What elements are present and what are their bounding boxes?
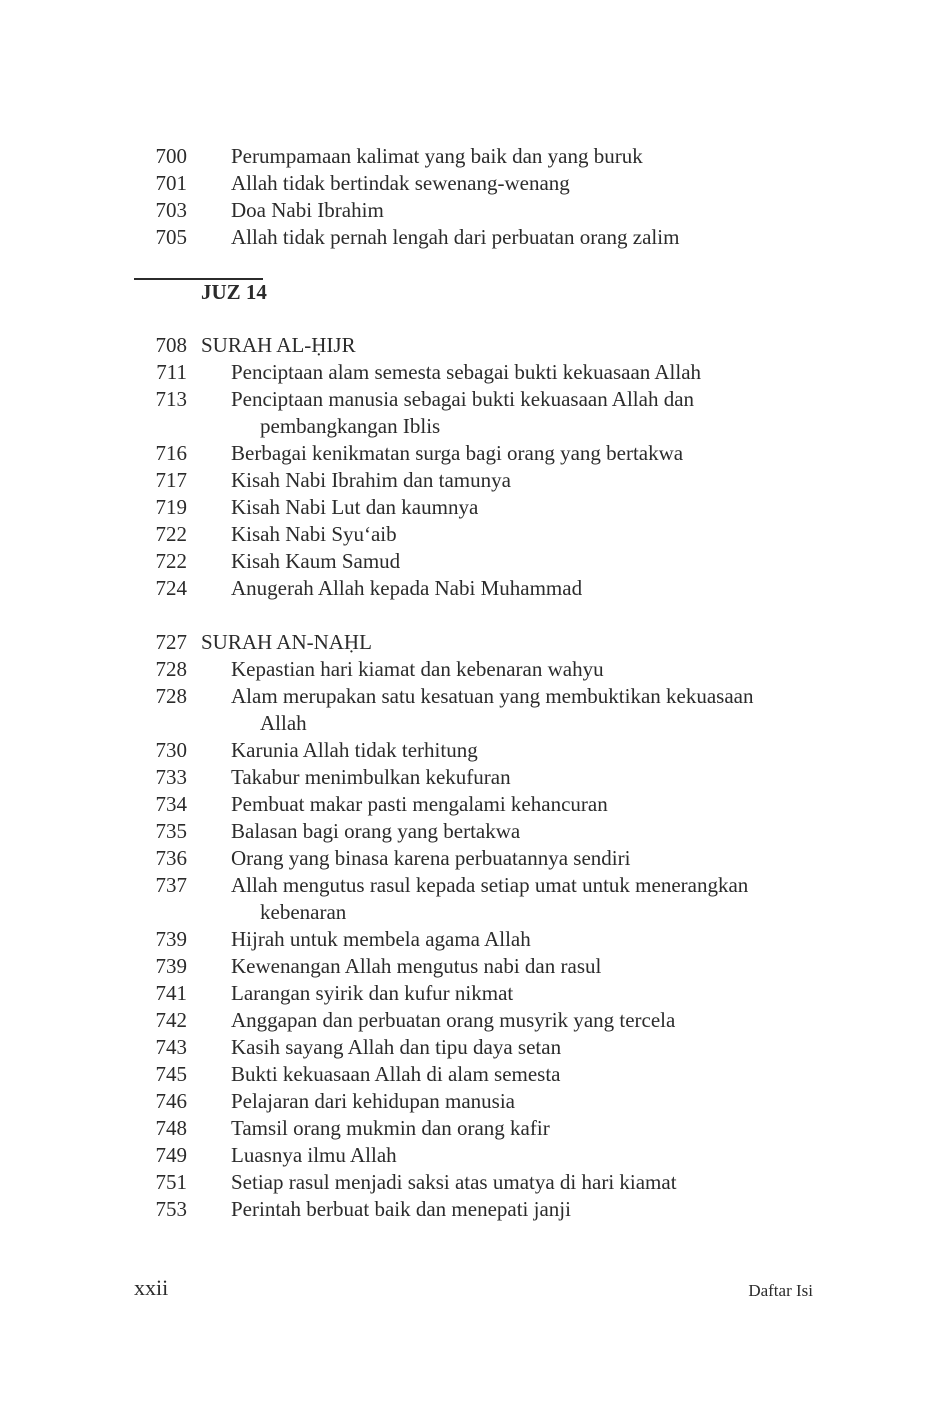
toc-entry-title: Penciptaan alam semesta sebagai bukti kekuasaan Allah bbox=[231, 360, 702, 384]
toc-entry-title: Allah tidak pernah lengah dari perbuatan orang zalim bbox=[231, 225, 680, 249]
toc-entry-title: Perintah berbuat baik dan menepati janji bbox=[231, 1197, 571, 1221]
toc-surah-sections bbox=[0, 332, 946, 1223]
toc-entry-title: Anugerah Allah kepada Nabi Muhammad bbox=[231, 576, 583, 600]
toc-entry-title: Berbagai kenikmatan surga bagi orang yang bertakwa bbox=[231, 441, 684, 465]
toc-entry-continuation bbox=[0, 710, 946, 737]
toc-page-number: 742 bbox=[155, 1008, 187, 1032]
toc-entry-title: Bukti kekuasaan Allah di alam semesta bbox=[231, 1062, 561, 1086]
toc-entry-title: Kewenangan Allah mengutus nabi dan rasul bbox=[231, 954, 602, 978]
toc-entry-title: Pembuat makar pasti mengalami kehancuran bbox=[231, 792, 608, 816]
toc-entry-title: Pelajaran dari kehidupan manusia bbox=[231, 1089, 515, 1113]
toc-page-number: 749 bbox=[155, 1143, 187, 1167]
toc-entry-title: Takabur menimbulkan kekufuran bbox=[231, 765, 511, 789]
toc-entry-title: Hijrah untuk membela agama Allah bbox=[231, 927, 531, 951]
toc-entry-title: Orang yang binasa karena perbuatannya sendiri bbox=[231, 846, 631, 870]
toc-page-number: 716 bbox=[155, 441, 187, 465]
toc-page-number: 708 bbox=[155, 333, 187, 357]
toc-entry[interactable] bbox=[0, 224, 946, 251]
toc-entry-title: Kisah Kaum Samud bbox=[231, 549, 401, 573]
toc-entry[interactable] bbox=[0, 926, 946, 953]
toc-entry-title: Karunia Allah tidak terhitung bbox=[231, 738, 478, 762]
toc-entry-title: Larangan syirik dan kufur nikmat bbox=[231, 981, 514, 1005]
toc-entry-title: Kisah Nabi Ibrahim dan tamunya bbox=[231, 468, 511, 492]
toc-entry[interactable] bbox=[0, 980, 946, 1007]
toc-page-number: 722 bbox=[155, 549, 187, 573]
toc-entry[interactable] bbox=[0, 1142, 946, 1169]
toc-page-number: 739 bbox=[155, 927, 187, 951]
toc-page-number: 730 bbox=[155, 738, 187, 762]
toc-page-number: 737 bbox=[155, 873, 187, 897]
toc-entry[interactable] bbox=[0, 683, 946, 710]
juz-heading: JUZ 14 bbox=[201, 280, 267, 304]
toc-page-number: 722 bbox=[155, 522, 187, 546]
toc-page-number: 728 bbox=[155, 657, 187, 681]
toc-entry[interactable] bbox=[0, 197, 946, 224]
toc-entry-title: Luasnya ilmu Allah bbox=[231, 1143, 397, 1167]
toc-page-number: 735 bbox=[155, 819, 187, 843]
toc-page-number: 748 bbox=[155, 1116, 187, 1140]
toc-page-number: 717 bbox=[155, 468, 187, 492]
toc-entry[interactable] bbox=[0, 1007, 946, 1034]
toc-entry[interactable] bbox=[0, 575, 946, 602]
toc-entry[interactable] bbox=[0, 1169, 946, 1196]
toc-entry-continuation bbox=[0, 413, 946, 440]
toc-entry[interactable] bbox=[0, 170, 946, 197]
toc-page-number: 751 bbox=[155, 1170, 187, 1194]
toc-entry[interactable] bbox=[0, 494, 946, 521]
toc-page-number: 746 bbox=[155, 1089, 187, 1113]
running-head: Daftar Isi bbox=[748, 1281, 813, 1300]
toc-entry[interactable] bbox=[0, 845, 946, 872]
toc-page-number: 745 bbox=[155, 1062, 187, 1086]
toc-page-number: 743 bbox=[155, 1035, 187, 1059]
toc-page-number: 733 bbox=[155, 765, 187, 789]
surah-heading-hijr[interactable] bbox=[0, 332, 946, 359]
toc-entry-title: Doa Nabi Ibrahim bbox=[231, 198, 384, 222]
page-folio: xxii bbox=[134, 1275, 169, 1300]
toc-entry[interactable] bbox=[0, 791, 946, 818]
toc-page-number: 713 bbox=[155, 387, 187, 411]
toc-entry-title: Allah tidak bertindak sewenang-wenang bbox=[231, 171, 570, 195]
toc-entry[interactable] bbox=[0, 386, 946, 413]
toc-entry-title: Penciptaan manusia sebagai bukti kekuasaan Allah dan bbox=[231, 387, 695, 411]
toc-page-number: 700 bbox=[155, 144, 187, 168]
toc-entry[interactable] bbox=[0, 467, 946, 494]
toc-page-number: 727 bbox=[155, 630, 187, 654]
toc-entry-title: Balasan bagi orang yang bertakwa bbox=[231, 819, 521, 843]
surah-title: SURAH AN-NAḤL bbox=[201, 630, 372, 654]
toc-entry[interactable] bbox=[0, 764, 946, 791]
toc-entry[interactable] bbox=[0, 953, 946, 980]
toc-page-number: 753 bbox=[155, 1197, 187, 1221]
toc-entry[interactable] bbox=[0, 1196, 946, 1223]
toc-page-number: 734 bbox=[155, 792, 187, 816]
toc-entry-title: Kisah Nabi Syu‘aib bbox=[231, 522, 397, 546]
toc-entry-title: Kepastian hari kiamat dan kebenaran wahyu bbox=[231, 657, 604, 681]
surah-title: SURAH AL-ḤIJR bbox=[201, 333, 356, 357]
toc-page-number: 736 bbox=[155, 846, 187, 870]
toc-entry[interactable] bbox=[0, 440, 946, 467]
toc-page-number: 741 bbox=[155, 981, 187, 1005]
section-spacer bbox=[0, 602, 946, 629]
toc-entry-title: Perumpamaan kalimat yang baik dan yang buruk bbox=[231, 144, 643, 168]
toc-entry[interactable] bbox=[0, 872, 946, 899]
toc-entry-title: Kasih sayang Allah dan tipu daya setan bbox=[231, 1035, 562, 1059]
toc-entry[interactable] bbox=[0, 143, 946, 170]
toc-entry[interactable] bbox=[0, 818, 946, 845]
toc-entry[interactable] bbox=[0, 1088, 946, 1115]
toc-page-number: 719 bbox=[155, 495, 187, 519]
toc-entry-title: Anggapan dan perbuatan orang musyrik yang tercela bbox=[231, 1008, 676, 1032]
toc-entry-title: Allah mengutus rasul kepada setiap umat untuk menerangkan bbox=[231, 873, 749, 897]
toc-entry-title: Tamsil orang mukmin dan orang kafir bbox=[231, 1116, 550, 1140]
toc-entry[interactable] bbox=[0, 656, 946, 683]
toc-top-section bbox=[0, 143, 946, 251]
toc-page-number: 705 bbox=[155, 225, 187, 249]
toc-entry-title-continued: kebenaran bbox=[260, 900, 347, 924]
toc-entry[interactable] bbox=[0, 521, 946, 548]
toc-entry-title: Setiap rasul menjadi saksi atas umatya di hari kiamat bbox=[231, 1170, 677, 1194]
toc-entry-title-continued: Allah bbox=[260, 711, 307, 735]
toc-page-number: 711 bbox=[156, 360, 187, 384]
surah-heading-nahl[interactable] bbox=[0, 629, 946, 656]
toc-entry[interactable] bbox=[0, 1115, 946, 1142]
toc-page-number: 724 bbox=[155, 576, 187, 600]
toc-entry[interactable] bbox=[0, 548, 946, 575]
toc-entry[interactable] bbox=[0, 737, 946, 764]
toc-page-number: 728 bbox=[155, 684, 187, 708]
toc-entry[interactable] bbox=[0, 1061, 946, 1088]
toc-page-number: 701 bbox=[155, 171, 187, 195]
toc-entry-title: Alam merupakan satu kesatuan yang membuktikan kekuasaan bbox=[231, 684, 754, 708]
toc-entry[interactable] bbox=[0, 359, 946, 386]
toc-entry-title: Kisah Nabi Lut dan kaumnya bbox=[231, 495, 479, 519]
toc-entry-title-continued: pembangkangan Iblis bbox=[260, 414, 441, 438]
toc-page-number: 703 bbox=[155, 198, 187, 222]
toc-entry-continuation bbox=[0, 899, 946, 926]
toc-entry[interactable] bbox=[0, 1034, 946, 1061]
toc-page-number: 739 bbox=[155, 954, 187, 978]
